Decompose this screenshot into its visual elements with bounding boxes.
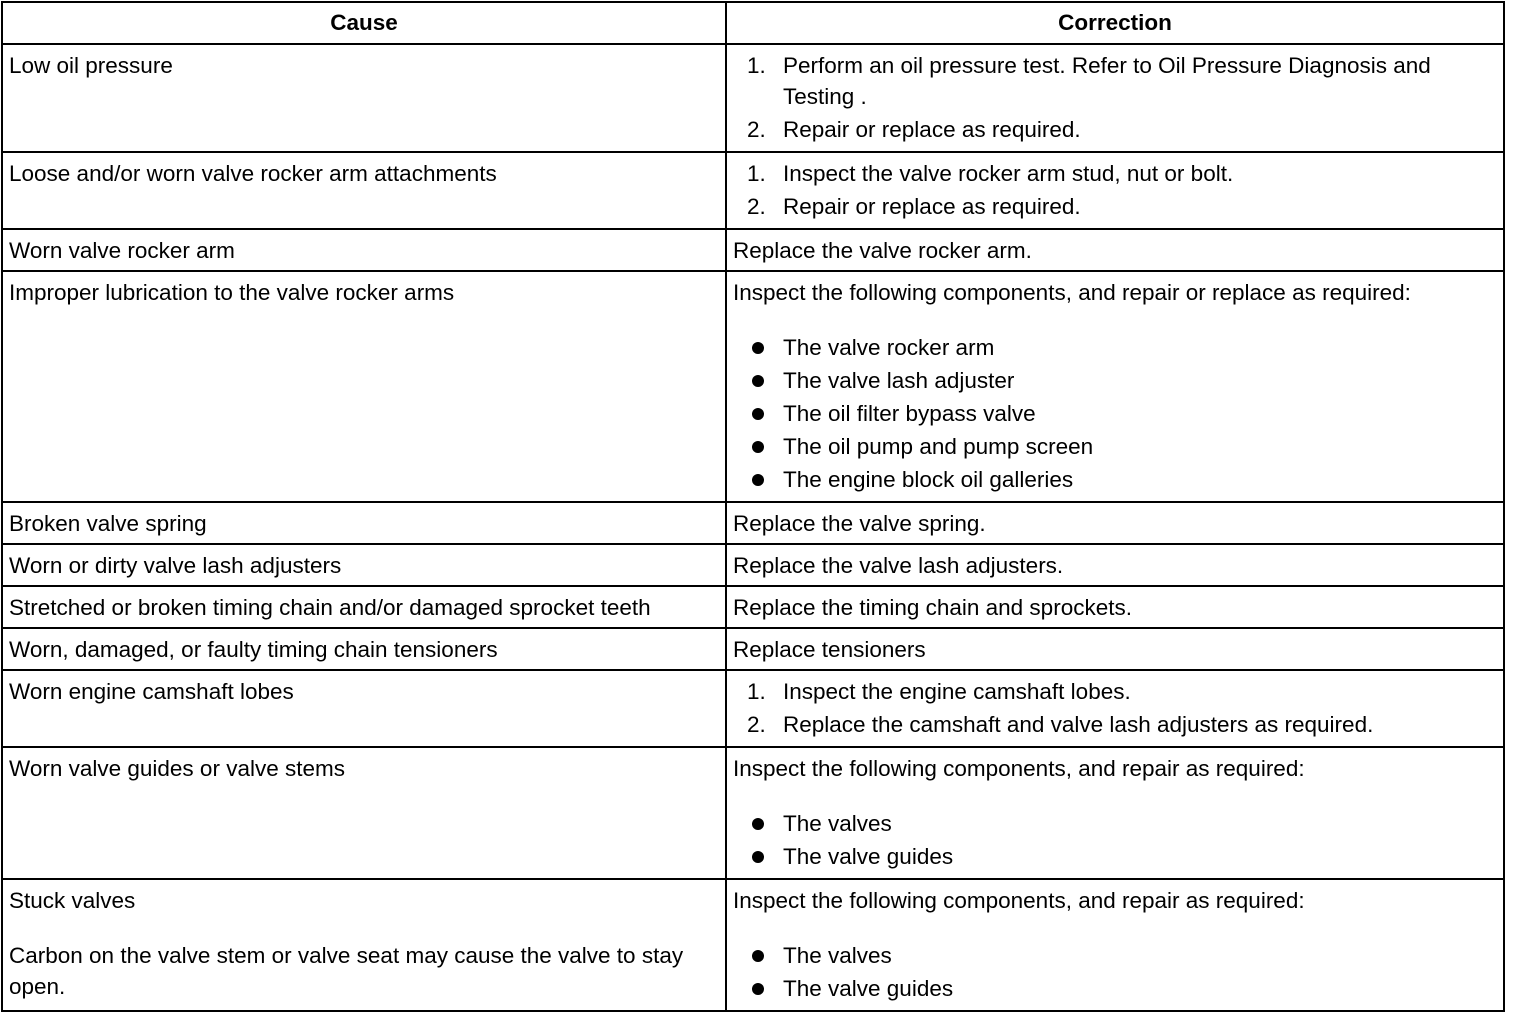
cause-cell [2, 229, 726, 271]
table-row [2, 271, 1504, 502]
cause-cell [2, 670, 726, 747]
bullet-icon [752, 408, 764, 420]
step-item: 2. Replace the camshaft and valve lash adjusters as required. [747, 712, 1374, 737]
bullet-icon [752, 851, 764, 863]
bullet-item: The valve rocker arm [733, 332, 1497, 363]
correction-text: Replace the valve lash adjusters. [733, 553, 1064, 578]
bullet-icon [752, 983, 764, 995]
cause-cell [2, 502, 726, 544]
correction-intro: Inspect the following components, and repair or replace as required: [733, 280, 1411, 305]
bullet-item: The valves [733, 808, 1497, 839]
correction-text: Replace tensioners [733, 637, 926, 662]
table-row [2, 152, 1504, 229]
cause-header: Cause [2, 2, 726, 44]
step-list [733, 158, 1497, 222]
correction-cell [726, 152, 1504, 229]
bullet-item: The valves [733, 940, 1497, 971]
table-row [2, 229, 1504, 271]
table-row [2, 670, 1504, 747]
diagnostic-table [1, 1, 1505, 1012]
table-row [2, 586, 1504, 628]
table-row [2, 879, 1504, 1011]
correction-cell [726, 44, 1504, 152]
correction-cell [726, 544, 1504, 586]
bullet-icon [752, 441, 764, 453]
cause-cell [2, 628, 726, 670]
cause-cell [2, 271, 726, 502]
step-list [733, 676, 1497, 740]
bullet-icon [752, 375, 764, 387]
bullet-icon [752, 342, 764, 354]
correction-header: Correction [726, 2, 1504, 44]
table-row [2, 747, 1504, 879]
cause-cell [2, 544, 726, 586]
step-item: 1. Inspect the engine camshaft lobes. [747, 679, 1131, 704]
step-item: 2. Repair or replace as required. [747, 117, 1081, 142]
step-item: 1. Perform an oil pressure test. Refer to Oil Pressure Diagnosis and Testing . [747, 53, 1431, 109]
cause-cell [2, 879, 726, 1011]
correction-cell [726, 628, 1504, 670]
cause-cell [2, 747, 726, 879]
cause-text: Worn or dirty valve lash adjusters [9, 553, 342, 578]
correction-text: Replace the timing chain and sprockets. [733, 595, 1132, 620]
bullet-item: The oil filter bypass valve [733, 398, 1497, 429]
table-row [2, 502, 1504, 544]
bullet-icon [752, 474, 764, 486]
bullet-item: The valve lash adjuster [733, 365, 1497, 396]
cause-text: Worn valve rocker arm [9, 238, 235, 263]
cause-text: Stuck valves [9, 888, 136, 913]
correction-cell [726, 586, 1504, 628]
cause-text: Loose and/or worn valve rocker arm attachments [9, 161, 497, 186]
step-item: 1. Inspect the valve rocker arm stud, nut or bolt. [747, 161, 1234, 186]
cause-cell [2, 44, 726, 152]
cause-text: Worn valve guides or valve stems [9, 756, 345, 781]
step-item: 2. Repair or replace as required. [747, 194, 1081, 219]
cause-text: Worn, damaged, or faulty timing chain tensioners [9, 637, 498, 662]
header-row [2, 2, 1504, 44]
cause-text: Broken valve spring [9, 511, 207, 536]
correction-cell [726, 271, 1504, 502]
bullet-item: The oil pump and pump screen [733, 431, 1497, 462]
table-row [2, 628, 1504, 670]
cause-cell [2, 586, 726, 628]
table-row [2, 44, 1504, 152]
bullet-item: The valve guides [733, 973, 1497, 1004]
bullet-item: The valve guides [733, 841, 1497, 872]
correction-cell [726, 229, 1504, 271]
bullet-icon [752, 818, 764, 830]
correction-cell [726, 670, 1504, 747]
bullet-icon [752, 950, 764, 962]
cause-text: Worn engine camshaft lobes [9, 679, 294, 704]
correction-text: Replace the valve rocker arm. [733, 238, 1032, 263]
correction-intro: Inspect the following components, and repair as required: [733, 756, 1305, 781]
correction-cell [726, 502, 1504, 544]
bullet-list [733, 940, 1497, 1004]
cause-note: Carbon on the valve stem or valve seat may cause the valve to stay open. [9, 943, 684, 999]
bullet-list [733, 808, 1497, 872]
cause-text: Improper lubrication to the valve rocker arms [9, 280, 455, 305]
table-row [2, 544, 1504, 586]
cause-text: Low oil pressure [9, 53, 173, 78]
cause-cell [2, 152, 726, 229]
step-list [733, 50, 1497, 145]
correction-intro: Inspect the following components, and repair as required: [733, 888, 1305, 913]
cause-text: Stretched or broken timing chain and/or damaged sprocket teeth [9, 595, 651, 620]
correction-cell [726, 879, 1504, 1011]
correction-cell [726, 747, 1504, 879]
correction-text: Replace the valve spring. [733, 511, 986, 536]
bullet-item: The engine block oil galleries [733, 464, 1497, 495]
bullet-list [733, 332, 1497, 495]
